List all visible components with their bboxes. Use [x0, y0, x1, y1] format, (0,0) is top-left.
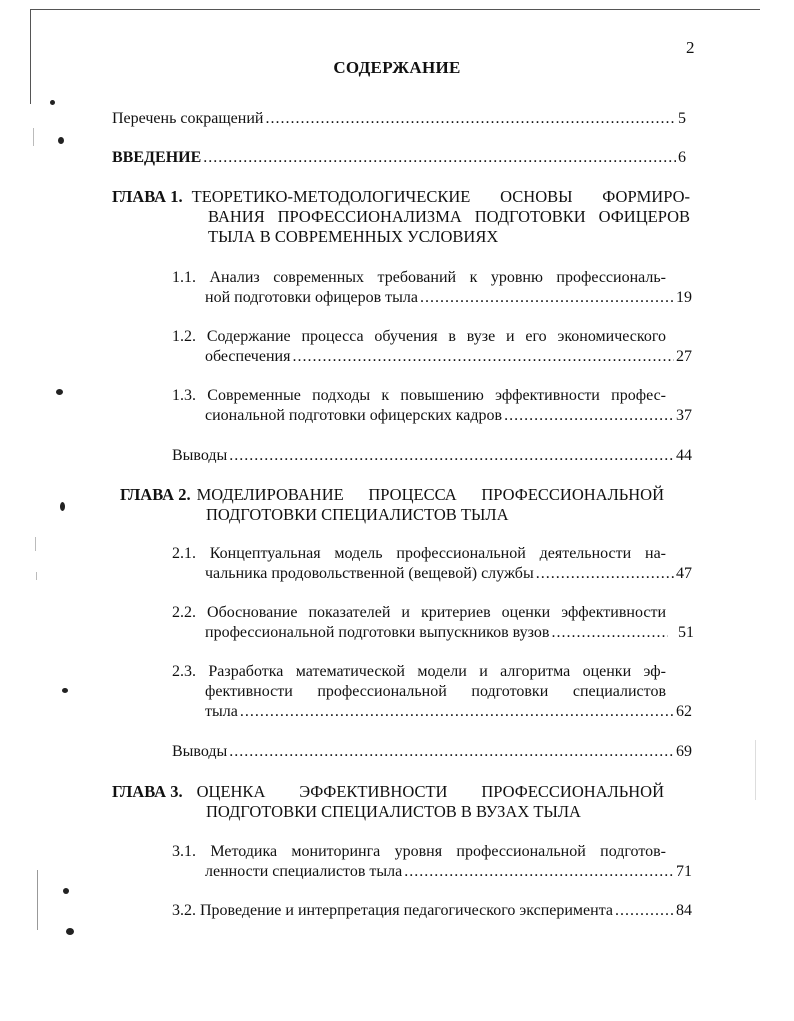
- toc-section-2-3: [205, 702, 692, 722]
- toc-page-number: 84: [676, 902, 692, 919]
- toc-section-2-2-line1: 2.2. Обоснование показателей и критериев оценки эффективности: [172, 604, 666, 621]
- toc-section-2-3-line1: 2.3. Разработка математической модели и алгоритма оценки эф-: [172, 663, 666, 680]
- toc-leader-dots: [504, 406, 674, 426]
- toc-leader-dots: [229, 742, 674, 762]
- toc-entry-text: сиональной подготовки офицерских кадров: [205, 407, 503, 424]
- scan-speck: [63, 888, 69, 894]
- toc-leader-dots: [265, 109, 676, 129]
- toc-page-number: 51: [678, 624, 694, 641]
- chapter-heading-line: [120, 485, 664, 505]
- scan-noise: [35, 537, 36, 551]
- scan-noise: [36, 572, 37, 580]
- toc-leader-dots: [240, 702, 674, 722]
- toc-section-2-1-line1: 2.1. Концептуальная модель профессиональной деятельности на-: [172, 545, 666, 562]
- chapter-3-heading: [112, 782, 664, 822]
- toc-section-1-1: [205, 288, 692, 308]
- toc-entry-text: тыла: [205, 703, 238, 720]
- scan-speck: [56, 389, 63, 395]
- toc-entry-text: чальника продовольственной (вещевой) службы: [205, 565, 534, 582]
- toc-page-number: 5: [678, 110, 686, 127]
- toc-page-number: 6: [678, 149, 686, 166]
- toc-section-3-1-line1: 3.1. Методика мониторинга уровня профессиональной подготов-: [172, 843, 666, 860]
- toc-page-number: 27: [676, 348, 692, 365]
- page-title: СОДЕРЖАНИЕ: [333, 58, 461, 77]
- toc-section-1-3-line1: 1.3. Современные подходы к повышению эффективности профес-: [172, 387, 666, 404]
- scan-noise: [33, 128, 34, 146]
- toc-page-number: 69: [676, 743, 692, 760]
- toc-entry-text: Перечень сокращений: [112, 110, 264, 127]
- chapter-heading-line: [112, 782, 664, 802]
- scan-noise: [755, 740, 756, 800]
- toc-section-2-3-line2: фективности профессиональной подготовки специалистов: [205, 683, 666, 700]
- toc-entry-introduction: [112, 148, 686, 168]
- chapter-title-line: ВАНИЯ ПРОФЕССИОНАЛИЗМА ПОДГОТОВКИ ОФИЦЕРОВ: [208, 207, 690, 226]
- toc-entry-text: Выводы: [172, 743, 228, 760]
- scan-edge-top: [30, 9, 760, 10]
- page-number: 2: [686, 38, 695, 57]
- toc-page-number: 19: [676, 289, 692, 306]
- toc-page-number: 71: [676, 863, 692, 880]
- chapter-title-line: МОДЕЛИРОВАНИЕ ПРОЦЕССА ПРОФЕССИОНАЛЬНОЙ: [196, 485, 664, 504]
- scan-speck: [66, 928, 74, 935]
- toc-page-number: 47: [676, 565, 692, 582]
- toc-leader-dots: [229, 446, 674, 466]
- toc-section-1-2: [205, 347, 692, 367]
- scan-speck: [62, 688, 68, 693]
- toc-leader-dots: [615, 901, 674, 921]
- toc-leader-dots: [292, 347, 674, 367]
- toc-leader-dots: [404, 862, 674, 882]
- chapter-title-line: ПОДГОТОВКИ СПЕЦИАЛИСТОВ ТЫЛА: [206, 505, 509, 524]
- toc-entry-text: обеспечения: [205, 348, 291, 365]
- chapter-title-line: ТЕОРЕТИКО-МЕТОДОЛОГИЧЕСКИЕ ОСНОВЫ ФОРМИРО-: [191, 187, 690, 206]
- chapter-heading-line: [112, 187, 690, 207]
- toc-section-1-3: [205, 406, 692, 426]
- chapter-label: ГЛАВА 2.: [120, 485, 191, 504]
- chapter-2-heading: [120, 485, 664, 525]
- toc-entry-text: 3.2. Проведение и интерпретация педагогического эксперимента: [172, 902, 613, 919]
- scan-edge-left-lower: [37, 870, 38, 930]
- chapter-1-heading: [112, 187, 690, 247]
- chapter-title-line: ТЫЛА В СОВРЕМЕННЫХ УСЛОВИЯХ: [208, 227, 499, 246]
- chapter-label: ГЛАВА 3.: [112, 782, 183, 801]
- toc-page-number: 44: [676, 447, 692, 464]
- toc-section-1-2-line1: 1.2. Содержание процесса обучения в вузе и его экономического: [172, 328, 666, 345]
- toc-leader-dots: [203, 148, 676, 168]
- toc-leader-dots: [551, 623, 668, 643]
- toc-entry-text: Выводы: [172, 447, 228, 464]
- toc-section-2-1: [205, 564, 692, 584]
- scan-speck: [60, 502, 65, 511]
- toc-page-number: 62: [676, 703, 692, 720]
- toc-conclusions-2: [172, 742, 692, 762]
- toc-section-3-1: [205, 862, 692, 882]
- scan-speck: [58, 137, 64, 144]
- toc-leader-dots: [420, 288, 674, 308]
- scan-edge-left: [30, 9, 31, 104]
- chapter-title-line: ПОДГОТОВКИ СПЕЦИАЛИСТОВ В ВУЗАХ ТЫЛА: [206, 802, 581, 821]
- toc-entry-text: ВВЕДЕНИЕ: [112, 149, 202, 166]
- toc-section-2-2: [205, 623, 694, 643]
- toc-section-3-2: [172, 901, 692, 921]
- toc-page-number: 37: [676, 407, 692, 424]
- toc-entry-text: ленности специалистов тыла: [205, 863, 403, 880]
- toc-section-1-1-line1: 1.1. Анализ современных требований к уровню профессиональ-: [172, 269, 666, 286]
- scan-speck: [50, 100, 55, 105]
- chapter-label: ГЛАВА 1.: [112, 187, 183, 206]
- toc-entry-text: ной подготовки офицеров тыла: [205, 289, 418, 306]
- chapter-title-line: ОЦЕНКА ЭФФЕКТИВНОСТИ ПРОФЕССИОНАЛЬНОЙ: [196, 782, 664, 801]
- toc-leader-dots: [536, 564, 674, 584]
- toc-conclusions-1: [172, 446, 692, 466]
- toc-entry-text: профессиональной подготовки выпускников вузов: [205, 624, 550, 641]
- toc-entry-abbreviations: [112, 109, 686, 129]
